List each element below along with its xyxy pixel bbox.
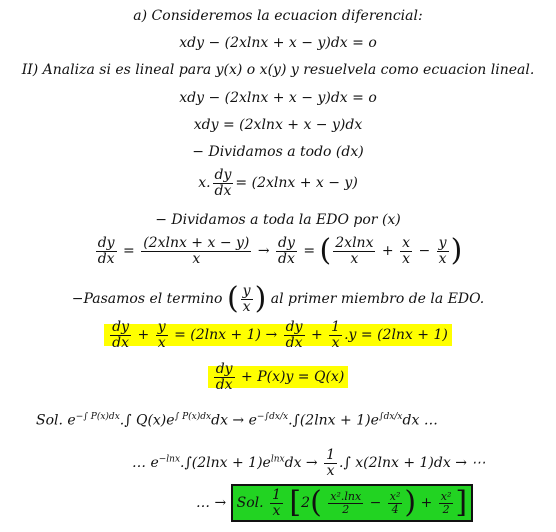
- equation-divided-x: $\frac{dy}{dx}$ = $\frac{(2xlnx + x - y)}{x}$ → $\frac{dy}{dx}$ = ( $\frac{2xlnx}{x}$ + $\frac{x}{x}$ − $\frac{y}{x}$ ): [97, 233, 463, 269]
- equation-solution-formula: Sol. $e^{-\int P(x)dx}.\int$ $Q(x)e^{\int P(x)dx}dx \to e^{-\int dx/x}.\int(2\ln x + 1)e^{\int dx/x}dx$ …: [36, 412, 438, 429]
- equation-linear-form: [0, 320, 556, 350]
- equation-rearranged: xdy = (2xlnx + x − y)dx: [193, 117, 363, 133]
- equation-solution-step: … $e^{-lnx}.\int(2\ln x + 1)e^{lnx}dx$ → $\frac{1}{x}$ .∫ x(2lnx + 1)dx → ⋯: [132, 447, 486, 479]
- equation-divided-dx: x. $\frac{dy}{dx}$ = (2xlnx + x − y): [198, 167, 358, 199]
- line-divide-dx: − Dividamos a todo (dx): [192, 144, 364, 160]
- line-divide-x: − Dividamos a toda la EDO por (x): [155, 212, 401, 228]
- equation-original: xdy − (2xlnx + x − y)dx = o: [179, 35, 377, 51]
- final-answer-box: Sol. $\frac{1}{x}$ [2( $\frac{\text{x².lnx}}{2}$ − $\frac{\text{x²}}{4}$ ) + $\frac{\text{x²}}{2}$ ]: [231, 484, 473, 522]
- equation-final-solution: … → Sol. $\frac{1}{x}$ [2( $\frac{\text{x².lnx}}{2}$ − $\frac{\text{x²}}{4}$ ) + $\frac{\text{x²}}{2}$ ]: [196, 484, 473, 522]
- yellow-highlight-standard: $\frac{dy}{dx}$ + P(x)y = Q(x): [208, 366, 349, 388]
- equation-restated: xdy − (2xlnx + x − y)dx = o: [179, 90, 377, 106]
- line-considering: a) Consideremos la ecuacion diferencial:: [133, 8, 423, 24]
- yellow-highlight: $\frac{dy}{dx}$ + $\frac{y}{x}$ = (2lnx + 1) → $\frac{dy}{dx}$ + $\frac{1}{x}$ .y = (2lnx + 1): [104, 324, 452, 346]
- line-move-term: −Pasamos el termino ( $\frac{y}{x}$ ) al primer miembro de la EDO.: [71, 281, 485, 317]
- equation-standard-form: [0, 362, 556, 392]
- line-analyze: II) Analiza si es lineal para y(x) o x(y) y resuelvela como ecuacion lineal.: [21, 62, 535, 78]
